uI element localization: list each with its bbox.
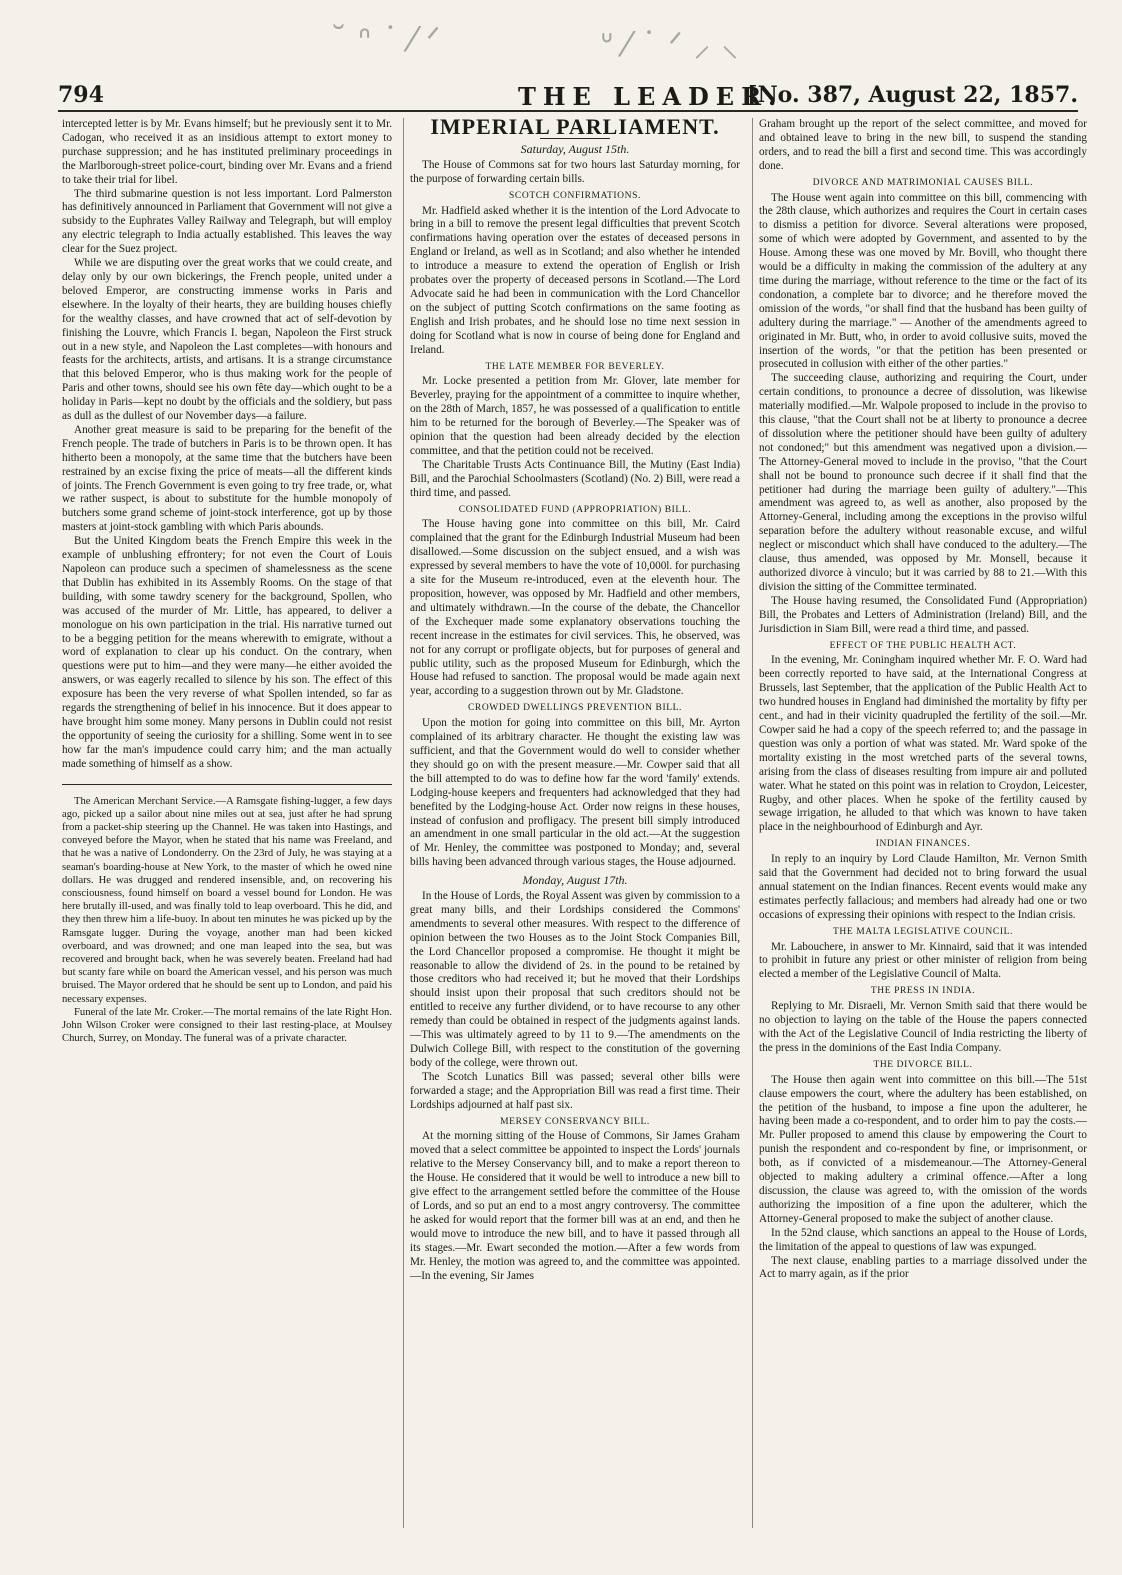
column-right bbox=[752, 118, 1087, 1528]
article-paragraph: The House then again went into committee on this bill.—The 51st clause empowers the court, where the adultery has been established, on the petition of the husband, to impose a fine upon the adulterer, he having been made a co-respondent, and to order him to pay the costs.—Mr. Puller proposed to amend this clause by empowering the Court to punish the respondent and co-respondent by fine, or imprisonment, or both, as if convicted of a misdemeanour.—The Attorney-General objected to making adultery a criminal offence.—After a long discussion, the clause was agreed to, with the omission of the words authorizing the imposition of a fine upon the adulterer, which the Attorney-General proposed to make the subject of another clause. bbox=[759, 1073, 1087, 1225]
article-paragraph: But the United Kingdom beats the French Empire this week in the example of unblushing effrontery; for not even the Court of Louis Napoleon can produce such a specimen of shamelessness as the scene that Dublin has exhibited in its Assembly Rooms. On the stage of that building, with some tawdry scenery for the background, Spollen, who was accused of the murder of Mr. Little, has appeared, to deliver a monologue on his own participation in the trial. His narrative turned out to be a begging petition for the means wherewith to emigrate, without a word of explanation to clear up his conduct. On the contrary, when questions were put to him—and they were many—he either avoided the answers, or was eagerly recalled to silence by his son. The effect of this exposure has been the very reverse of what Spollen intended, so far as regards the strengthening of belief in his innocence. But it does appear to have brought him some money. Many persons in Dublin could not resist the opportunity of seeing the curiosity for a shilling. Some went in to see how far the man's impudence could carry him; and the man actually made something of himself as a show. bbox=[62, 535, 392, 770]
article-paragraph: The third submarine question is not less important. Lord Palmerston has definitively announced in Parliament that Government will not give a subsidy to the Euphrates Valley Railway and Telegraph, but will employ any electric telegraph to India actually established. This leaves the way clear for the Suez project. bbox=[62, 187, 392, 256]
masthead-title: THE LEADER. bbox=[518, 82, 784, 111]
subheading: EFFECT OF THE PUBLIC HEALTH ACT. bbox=[829, 640, 1017, 651]
article-paragraph: In the House of Lords, the Royal Assent was given by commission to a great many bills, and their Lordships considered the Commons' amendments to several other measures. With respect to the difference of opinion between the two Houses as to the Joint Stock Companies Bill, the Lord Chancellor proposed a compromise. He thought it might be reasonable to allow the dividend of 2s. in the pound to be retained by those creditors who had received it; but he moved that their Lordships should insist upon their proposal that such creditors should not be entitled to receive any further dividend, or to have recourse to any other remedy than could be obtained in respect of the judgments against lands.—This was ultimately agreed to by 11 to 9.—The amendments on the Dulwich College Bill, with respect to the constitution of the governing body of the college, were thrown out. bbox=[410, 890, 740, 1069]
article-paragraph: The House having gone into committee on this bill, Mr. Caird complained that the grant for the Edinburgh Industrial Museum had been disallowed.—Some discussion on the subject ensued, and a wish was expressed by several members to have the vote of 10,000l. for purchasing a site for the Museum re-introduced, even at the eleventh hour. The proposition, however, was opposed by Mr. Hadfield and other members, and ultimately withdrawn.—In the course of the debate, the Chancellor of the Exchequer made some explanatory observations touching the recent increase in the estimates for civil services. This, he observed, was not for any corrupt or profligate objects, but for purposes of general and public utility, such as the proposed Museum for Edinburgh, which the House had refused to sanction. The proposal would be made again next year, according to a suggestion thrown out by Mr. Gladstone. bbox=[410, 518, 740, 698]
column-left bbox=[62, 118, 392, 1528]
article-paragraph: Another great measure is said to be preparing for the benefit of the French people. The trade of butchers in Paris is to be thrown open. It has hitherto been a monopoly, at the same time that the butchers have been restrained by an excise fixing the price of meats—all the different kinds of joints. The French Government is even going to try free trade, or, what we rather suspect, is about to substitute for the humble monopoly of butchers some grand scheme of joint-stock interference, got up by those masters at joint-stock gambling with which Paris abounds. bbox=[62, 423, 392, 534]
subheading: THE DIVORCE BILL. bbox=[873, 1059, 973, 1070]
sitting-date: Saturday, August 15th. bbox=[520, 141, 630, 156]
article-paragraph: The succeeding clause, authorizing and requiring the Court, under certain conditions, to pronounce a decree of dissolution, was likewise materially modified.—Mr. Walpole proposed to include in the proviso to this clause, "that the Court shall not be at liberty to pronounce a decree of dissolution where the petitioner should have been guilty of adultery not condoned;" but this amendment was negatived upon a division.—The Attorney-General moved to include in the proviso, "that the Court shall not be bound to pronounce such decree if it shall find that the petitioner had during the marriage been guilty of adultery."—This amendment was agreed to, as well as another, also proposed by the Attorney-General, including among the exceptions in the proviso wilful separation before the adultery without reasonable excuse, and wilful neglect or misconduct which shall have conduced to the adultery.—The clause, thus amended, was opposed by Mr. Monsell, because it authorized divorce à vinculo; but it was carried by 88 to 21.—With this division the sitting of the Committee terminated. bbox=[759, 372, 1087, 593]
article-paragraph: The House of Commons sat for two hours last Saturday morning, for the purpose of forwarding certain bills. bbox=[410, 158, 740, 185]
subheading: THE MALTA LEGISLATIVE COUNCIL. bbox=[833, 926, 1013, 937]
subheading: THE PRESS IN INDIA. bbox=[870, 986, 976, 997]
article-paragraph: The House went again into committee on this bill, commencing with the 28th clause, which authorizes and requires the Court in certain cases to dismiss a petition for divorce. Several alterations were proposed, some of which were adopted by Government, and assented to by the House. Among these was one moved by Mr. Bovill, who thought there would be a difficulty in making the commission of the adultery at any time during the marriage, without reference to the time or the fact of its condonation, a complete bar to divorce; and he therefore moved the omission of the words, "or shall find that the husband has been guilty of adultery during the marriage." — Another of the amendments agreed to originated in Mr. Butt, who, in order to avoid collusive suits, moved the insertion of the words, "or that the petition has been presented or prosecuted in collusion with either of the other parties." bbox=[759, 191, 1087, 371]
article-paragraph: Upon the motion for going into committee on this bill, Mr. Ayrton complained of its arbitrary character. He thought the existing law was sufficient, and that the Government would do well to consider whether they should go on with the present measure.—Mr. Cowper said that all the bill attempted to do was to define how far the word 'family' extends. Lodging-house keepers and frequenters had acknowledged that they had benefited by the Lodging-house Act. Order now reigns in these houses, instead of confusion and profligacy. The present bill simply introduced an amendment in one small particular in the old act.—At the suggestion of Mr. Henley, the committee was postponed to Monday; and, several bills having been advanced through various stages, the House adjourned. bbox=[410, 717, 740, 869]
sitting-date: Monday, August 17th. bbox=[522, 873, 628, 888]
issue-number-date: [No. 387, August 22, 1857. bbox=[747, 82, 1078, 108]
page-header bbox=[58, 80, 1078, 112]
section-title: IMPERIAL PARLIAMENT. bbox=[430, 118, 720, 139]
article-paragraph: Replying to Mr. Disraeli, Mr. Vernon Smith said that there would be no objection to laying on the table of the House the papers connected with the Act of the Legislative Council of India restricting the liberty of the press in the dominions of the East India Company. bbox=[759, 1000, 1087, 1054]
subheading: INDIAN FINANCES. bbox=[875, 839, 971, 850]
subheading: CONSOLIDATED FUND (APPROPRIATION) BILL. bbox=[458, 504, 692, 515]
article-paragraph: The Charitable Trusts Acts Continuance Bill, the Mutiny (East India) Bill, and the Parochial Schoolmasters (Scotland) (No. 2) Bill, were read a third time, and passed. bbox=[410, 458, 740, 499]
faded-ink-marks: ˘ ᐢ ˙ ⁄ ᐟ bbox=[330, 20, 441, 60]
article-paragraph: The Scotch Lunatics Bill was passed; several other bills were forwarded a stage; and the Appropriation Bill was read a first time. Their Lordships adjourned at half past six. bbox=[410, 1070, 740, 1111]
subheading: DIVORCE AND MATRIMONIAL CAUSES BILL. bbox=[812, 177, 1034, 188]
article-paragraph: Graham brought up the report of the select committee, and moved for and obtained leave to bring in the new bill, to suspend the standing orders, and to read the bill a first and second time. This was accordingly done. bbox=[759, 118, 1087, 172]
article-paragraph: In the 52nd clause, which sanctions an appeal to the House of Lords, the limitation of the appeal to questions of law was expunged. bbox=[759, 1226, 1087, 1253]
article-paragraph: Mr. Labouchere, in answer to Mr. Kinnaird, said that it was intended to prohibit in future any priest or other minister of religion from being elected a member of the Legislative Council of Malta. bbox=[759, 940, 1087, 981]
news-item: Funeral of the late Mr. Croker.—The mortal remains of the late Right Hon. John Wilson Croker were consigned to their last resting-place, at Moulsey Church, Surrey, on Monday. The funeral was of a private character. bbox=[62, 1006, 392, 1045]
article-paragraph: While we are disputing over the great works that we could create, and delay only by our own bickerings, the French people, united under a beloved Emperor, are constructing immense works in Paris and elsewhere. In the loyalty of their hearts, they are building houses chiefly for the wealthy classes, and have crowned that act of self-devotion by finishing the Louvre, which Francis I. began, Napoleon the First struck out in a new style, and Napoleon the Last completes—with honours and feasts for the architects, artists, and artisans. It is a strange circumstance that this beloved Emperor, who is thus making work for the people of Paris and other towns, should see his own fête day—which ought to be a holiday in Paris—kept no doubt by the officials and the soldiery, but pass as dull as the dullest of our November days—a failure. bbox=[62, 257, 392, 423]
section-divider bbox=[62, 784, 392, 785]
page-number: 794 bbox=[58, 82, 104, 108]
subheading: SCOTCH CONFIRMATIONS. bbox=[509, 190, 641, 201]
article-paragraph: intercepted letter is by Mr. Evans himself; but he previously sent it to Mr. Cadogan, who received it as an insidious attempt to extort money to purchase suppression; and he has instituted preliminary proceedings in the Marlborough-street police-court, binding over Mr. Evans and a friend to take their trial for libel. bbox=[62, 118, 392, 186]
article-paragraph: In the evening, Mr. Coningham inquired whether Mr. F. O. Ward had been correctly reported to have said, at the International Congress at Brussels, last September, that the application of the Public Health Act to two hundred houses in England had diminished the mortality by fifty per cent., and had in their vicinity quadrupled the fertility of the soil.—Mr. Cowper said he had a copy of the speech referred to; and the passage in question was only a portion of what was stated. Mr. Ward spoke of the mortality existing in the most wretched parts of the several towns, arising from the class of diseases resulting from impure air and polluted water. What he stated on this point was in relation to Croydon, Leicester, Rugby, and other places. When he spoke of the fertility caused by sewage irrigation, he alluded to that which was known to have taken place in the neighbourhood of Edinburgh and Ayr. bbox=[759, 654, 1087, 834]
subheading: CROWDED DWELLINGS PREVENTION BILL. bbox=[467, 703, 683, 714]
article-paragraph: Mr. Locke presented a petition from Mr. Glover, late member for Beverley, praying for the appointment of a committee to inquire whether, on the 28th of March, 1857, he was possessed of a qualification to entitle him to be returned for the borough of Beverley.—The Speaker was of opinion that the question had been already decided by the election committee, and that the petition could not be received. bbox=[410, 375, 740, 457]
subheading: MERSEY CONSERVANCY BILL. bbox=[500, 1116, 650, 1127]
article-paragraph: Mr. Hadfield asked whether it is the intention of the Lord Advocate to bring in a bill to remove the present legal difficulties that prevent Scotch confirmations having operation over the estates of deceased persons in England or Ireland, as well as in Scotland; and also whether he intended to introduce a measure to extend the operation of English or Irish probates over the property of deceased persons in Scotland.—The Lord Advocate said he had been in communication with the Lord Chancellor on the subject of putting Scotch confirmations on the same footing as English and Irish probates, and he should lose no time next session in doing for Scotland what is now in course of being done for England and Ireland. bbox=[410, 204, 740, 356]
article-paragraph: At the morning sitting of the House of Commons, Sir James Graham moved that a select committee be appointed to inspect the Lords' journals relative to the Mersey Conservancy bill, and to make a report thereon to the House. He considered that it would be well to introduce a new bill to give effect to the arrangement settled before the committee of the House of Lords, and so put an end to a most angry controversy. The committee he asked for would report that the former bill was at an end, and then he would move to introduce the new bill, and to have it passed through all its stages.—Mr. Ewart seconded the motion.—After a few words from Mr. Henley, the motion was agreed to, and the committee was appointed.—In the evening, Sir James bbox=[410, 1130, 740, 1282]
news-item: The American Merchant Service.—A Ramsgate fishing-lugger, a few days ago, picked up a sailor about nine miles out at sea, just after he had sprung from a packet-ship steering up the Channel. He was taken into Hastings, and conveyed before the Mayor, when he stated that his name was Freeland, and that he was a native of Londonderry. On the 23rd of July, he was staying at a seaman's boarding-house at New York, to the master of which he owed nine dollars. He was drugged and rendered insensible, and, on recovering his consciousness, found himself on board a vessel bound for London. He was here brutally ill-used, and was finally told to leap overboard. This he did, and they then threw him a life-buoy. In about ten minutes he was picked up by the Ramsgate lugger. During the voyage, another man had been kicked overboard, and was drowned; and one man leaped into the sea, but was recovered and brought back, when he was severely beaten. Freeland had had but scanty fare while on board the American vessel, and his person was much bruised. The Mayor ordered that he should be sent up to London, and paid his necessary expenses. bbox=[62, 795, 392, 1005]
article-paragraph: The next clause, enabling parties to a marriage dissolved under the Act to marry again, as if the prior bbox=[759, 1254, 1087, 1281]
column-middle bbox=[403, 118, 740, 1528]
article-paragraph: In reply to an inquiry by Lord Claude Hamilton, Mr. Vernon Smith said that the Government had decided not to bring forward the usual annual statement on the Indian finances. Recent events would make any estimates perfectly fallacious; and members had already had one or two occasions of expressing their opinions with respect to the Indian crisis. bbox=[759, 853, 1087, 921]
faded-ink-marks-right: ᐡ ⁄ ˙ ᐟ ⸝ ⸜ bbox=[600, 25, 739, 65]
article-paragraph: The House having resumed, the Consolidated Fund (Appropriation) Bill, the Probates and Letters of Administration (Ireland) Bill, and the Jurisdiction in Siam Bill, were read a third time, and passed. bbox=[759, 594, 1087, 635]
subheading: THE LATE MEMBER FOR BEVERLEY. bbox=[485, 361, 665, 372]
